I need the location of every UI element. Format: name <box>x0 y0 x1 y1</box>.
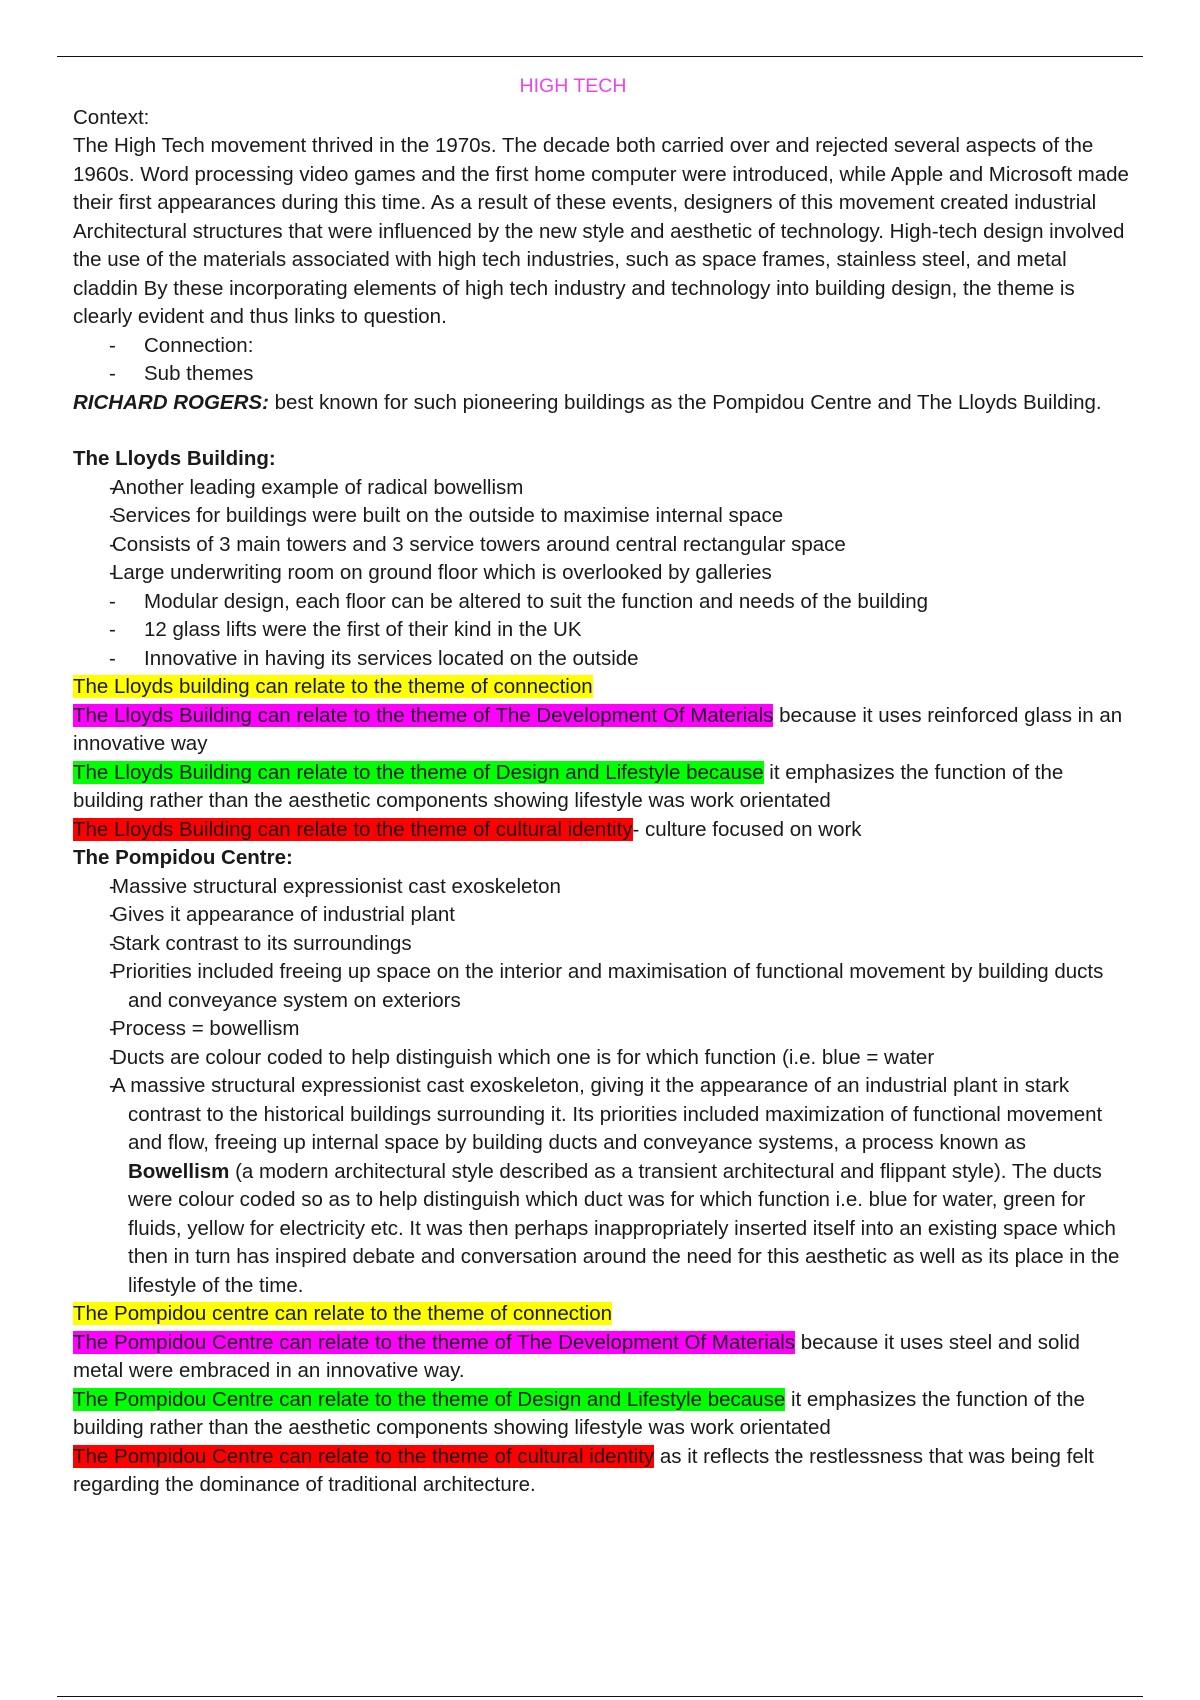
highlight-yellow: The Pompidou centre can relate to the theme of connection <box>73 1302 613 1325</box>
footer-rule <box>57 1696 1143 1697</box>
highlight-green: The Pompidou Centre can relate to the theme of Design and Lifestyle because <box>73 1387 786 1411</box>
lloyds-materials <box>73 702 1133 759</box>
context-paragraph: The High Tech movement thrived in the 1970s. The decade both carried over and rejected several aspects of the 1960s. Word processing video games and the first home computer were introduced, while Apple and Microsoft made their first appearances during this time. As a result of these events, designers of this movement created industrial Architectural structures that were influenced by the new style and aesthetic of technology. High-tech design involved the use of the materials associated with high tech industries, such as space frames, stainless steel, and metal claddin By these incorporating elements of high tech industry and technology into building design, the theme is clearly evident and thus links to question. <box>73 134 1129 328</box>
context-heading: Context: <box>73 105 150 129</box>
rogers-name: RICHARD ROGERS: <box>73 390 269 414</box>
lloyds-materials-text: because it uses reinforced glass in an innovative way <box>73 703 1123 755</box>
pompidou-culture-text: as it reflects the restlessness that was being felt regarding the dominance of traditional architecture. <box>73 1444 1094 1496</box>
list-item: - Process = bowellism <box>73 1015 1133 1044</box>
highlight-yellow: The Lloyds building can relate to the theme of connection <box>73 675 593 698</box>
highlight-red: The Pompidou Centre can relate to the theme of cultural identity <box>73 1444 655 1468</box>
context-bullets <box>73 332 1133 389</box>
highlight-green: The Lloyds Building can relate to the theme of Design and Lifestyle because <box>73 760 764 784</box>
list-item: - Connection: <box>73 332 1133 361</box>
lloyds-design-text: it emphasizes the function of the building rather than the aesthetic components showing lifestyle was work orientated <box>73 760 1064 812</box>
list-item <box>73 1072 1133 1300</box>
lloyds-culture <box>73 816 1133 845</box>
pompidou-design <box>73 1386 1133 1443</box>
list-item: - Modular design, each floor can be altered to suit the function and needs of the building <box>73 588 1133 617</box>
pompidou-materials-text: because it uses steel and solid metal were embraced in an innovative way. <box>73 1330 1080 1382</box>
list-item: - Innovative in having its services located on the outside <box>73 645 1133 674</box>
list-item: - Sub themes <box>73 360 1133 389</box>
list-item: - 12 glass lifts were the first of their kind in the UK <box>73 616 1133 645</box>
lloyds-bullets <box>73 474 1133 674</box>
pompidou-materials <box>73 1329 1133 1386</box>
header-rule <box>57 56 1143 57</box>
list-item: - Gives it appearance of industrial plant <box>73 901 1133 930</box>
list-item: - Services for buildings were built on the outside to maximise internal space <box>73 502 1133 531</box>
list-item: - Large underwriting room on ground floor which is overlooked by galleries <box>73 559 1133 588</box>
list-item: - Consists of 3 main towers and 3 service towers around central rectangular space <box>73 531 1133 560</box>
rogers-paragraph <box>73 389 1133 418</box>
lloyds-heading: The Lloyds Building: <box>73 447 276 470</box>
pompidou-connection <box>73 1300 1133 1329</box>
pompidou-bullets <box>73 873 1133 1301</box>
list-item: - Priorities included freeing up space on the interior and maximisation of functional movement by building ducts and conveyance system on exteriors <box>73 958 1133 1015</box>
highlight-red: The Lloyds Building can relate to the theme of cultural identity <box>73 817 633 841</box>
list-item: - Ducts are colour coded to help distinguish which one is for which function (i.e. blue = water <box>73 1044 1133 1073</box>
pompidou-design-text: it emphasizes the function of the building rather than the aesthetic components showing lifestyle was work orientated <box>73 1387 1085 1439</box>
lloyds-design <box>73 759 1133 816</box>
bowellism-term: Bowellism <box>128 1159 230 1183</box>
document-page <box>73 72 1133 1500</box>
highlight-magenta: The Pompidou Centre can relate to the theme of The Development Of Materials <box>73 1330 796 1354</box>
spacer <box>73 417 1133 445</box>
rogers-text: best known for such pioneering buildings as the Pompidou Centre and The Lloyds Building. <box>268 390 1102 414</box>
pompidou-culture <box>73 1443 1133 1500</box>
highlight-magenta: The Lloyds Building can relate to the theme of The Development Of Materials <box>73 703 774 727</box>
long-bullet-pre: A massive structural expressionist cast exoskeleton, giving it the appearance of an industrial plant in stark contrast to the historical buildings surrounding it. Its priorities included maximization of functional movement and flow, freeing up internal space by building ducts and conveyance systems, a process known as <box>112 1074 1103 1154</box>
list-item: - Another leading example of radical bowellism <box>73 474 1133 503</box>
long-bullet-post: (a modern architectural style described as a transient architectural and flippant style). The ducts were colour coded so as to help distinguish which duct was for which function i.e. blue for water, green for fluids, yellow for electricity etc. It was then perhaps inappropriately inserted itself into an existing space which then in turn has inspired debate and conversation around the need for this aesthetic as well as its place in the lifestyle of the time. <box>128 1159 1120 1297</box>
lloyds-connection <box>73 673 1133 702</box>
pompidou-heading: The Pompidou Centre: <box>73 846 293 869</box>
list-item: - Massive structural expressionist cast exoskeleton <box>73 873 1133 902</box>
list-item: - Stark contrast to its surroundings <box>73 930 1133 959</box>
document-title: HIGH TECH <box>519 75 627 97</box>
lloyds-culture-text: - culture focused on work <box>632 817 862 841</box>
